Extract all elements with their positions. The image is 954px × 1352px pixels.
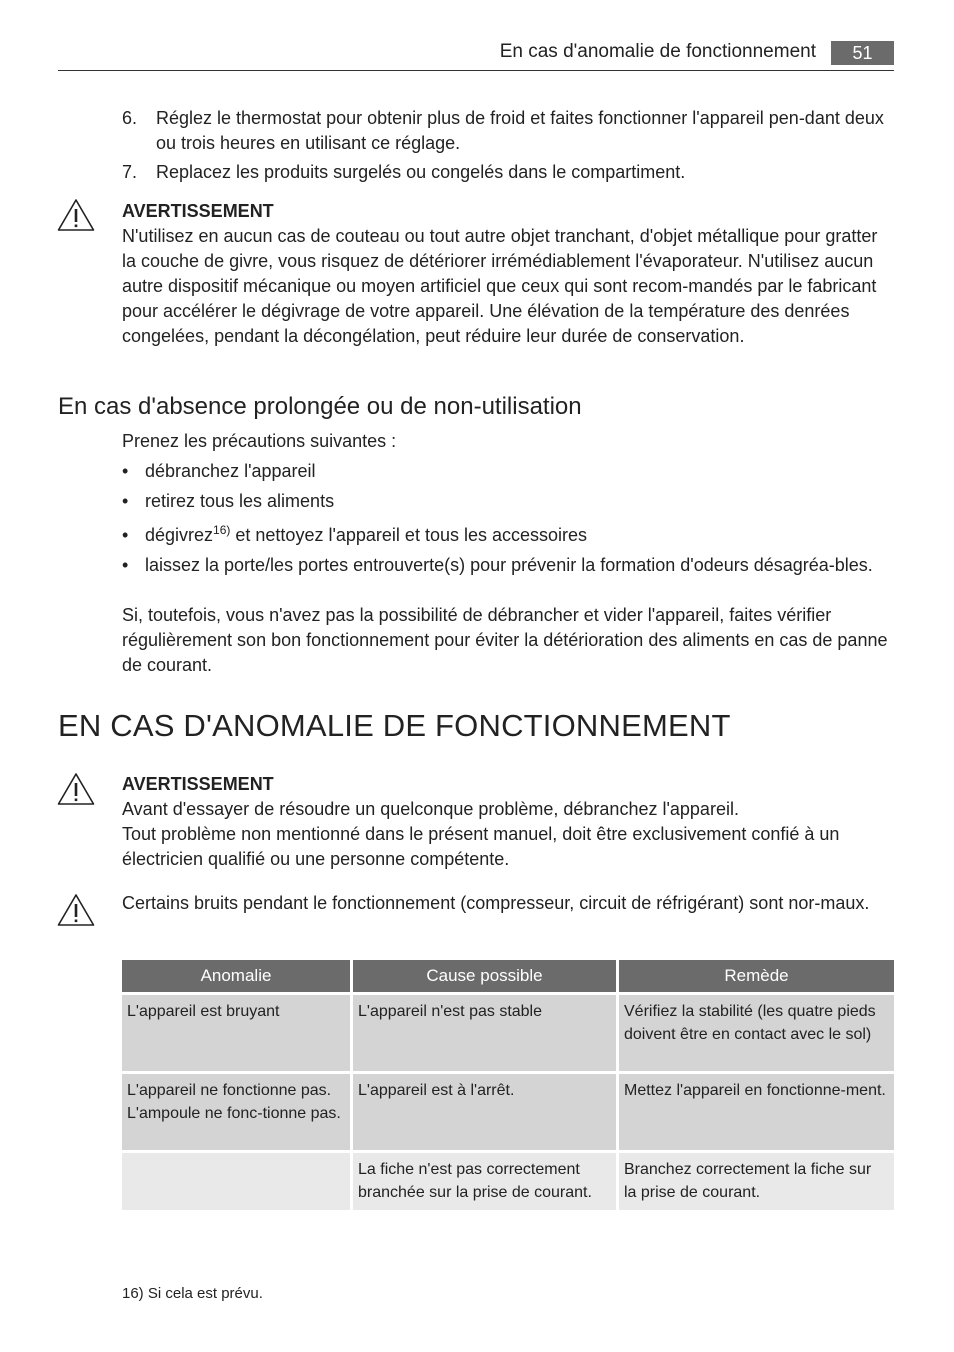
- bullet-icon: •: [122, 525, 129, 545]
- list-item: [122, 489, 894, 514]
- step-6: [122, 106, 894, 156]
- cell-cause: L'appareil n'est pas stable: [353, 995, 619, 1074]
- warning-text-line2: Tout problème non mentionné dans le présent manuel, doit être exclusivement confié à un électricien qualifié ou une personne compétente.: [122, 824, 840, 869]
- header-divider: [58, 70, 894, 71]
- table-row: [122, 1074, 894, 1153]
- list-item-text: laissez la porte/les portes entrouverte(s) pour prévenir la formation d'odeurs désagréa-bles.: [145, 555, 873, 575]
- column-header-cause: Cause possible: [353, 960, 619, 995]
- cell-remede: Branchez correctement la fiche sur la prise de courant.: [619, 1153, 894, 1213]
- bullet-icon: •: [122, 555, 129, 575]
- warning-triangle-icon: [57, 198, 95, 232]
- table-row: [122, 1153, 894, 1213]
- cell-remede: Mettez l'appareil en fonctionne-ment.: [619, 1074, 894, 1153]
- running-header: En cas d'anomalie de fonctionnement: [499, 41, 816, 62]
- column-header-remede: Remède: [619, 960, 894, 995]
- step-number: 7.: [122, 162, 138, 182]
- column-header-anomalie: Anomalie: [122, 960, 353, 995]
- chapter-heading: EN CAS D'ANOMALIE DE FONCTIONNEMENT: [58, 708, 731, 743]
- list-item: [122, 523, 894, 548]
- bullet-icon: •: [122, 461, 129, 481]
- step-number: 6.: [122, 108, 138, 128]
- footnote-reference: 16): [213, 523, 231, 537]
- troubleshooting-table: [122, 960, 894, 1213]
- list-item-text: retirez tous les aliments: [145, 491, 335, 511]
- cell-anomalie: L'appareil est bruyant: [122, 995, 353, 1074]
- table-header-row: [122, 960, 894, 995]
- warning-block-1: [122, 199, 894, 349]
- cell-anomalie: [122, 1153, 353, 1213]
- caution-text: Certains bruits pendant le fonctionnement (compresseur, circuit de réfrigérant) sont nor-maux.: [122, 893, 870, 913]
- list-item-text: débranchez l'appareil: [145, 461, 316, 481]
- footnote: 16) Si cela est prévu.: [122, 1285, 263, 1302]
- list-item-text-part: dégivrez: [145, 525, 214, 545]
- step-text: Réglez le thermostat pour obtenir plus de froid et faites fonctionner l'appareil pen-dant deux ou trois heures en utilisant ce réglage.: [156, 108, 884, 153]
- warning-title: AVERTISSEMENT: [122, 201, 274, 221]
- warning-text-line1: Avant d'essayer de résoudre un quelconque problème, débranchez l'appareil.: [122, 799, 739, 819]
- cell-cause: L'appareil est à l'arrêt.: [353, 1074, 619, 1153]
- cell-anomalie: L'appareil ne fonctionne pas. L'ampoule ne fonc-tionne pas.: [122, 1074, 353, 1153]
- absence-intro: Prenez les précautions suivantes :: [122, 431, 397, 451]
- warning-title: AVERTISSEMENT: [122, 774, 274, 794]
- list-item: [122, 553, 894, 578]
- cell-remede: Vérifiez la stabilité (les quatre pieds doivent être en contact avec le sol): [619, 995, 894, 1074]
- warning-triangle-icon: [57, 772, 95, 806]
- page-number: 51: [831, 41, 894, 65]
- list-item-text-part: et nettoyez l'appareil et tous les accessoires: [230, 525, 588, 545]
- step-text: Replacez les produits surgelés ou congelés dans le compartiment.: [156, 162, 686, 182]
- bullet-icon: •: [122, 491, 129, 511]
- caution-triangle-icon: [57, 893, 95, 927]
- warning-text: N'utilisez en aucun cas de couteau ou tout autre objet tranchant, d'objet métallique pour gratter la couche de givre, vous risquez de détériorer irrémédiablement l'évaporateur. N'utilisez aucun autre dispositif mécanique ou moyen artificiel que ceux qui sont recom-mandés par le fabricant pour accélérer le dégivrage de votre appareil. Une élévation de la température des denrées congelées, pendant la décongélation, peut réduire leur durée de conservation.: [122, 226, 878, 346]
- list-item-text: [145, 523, 894, 548]
- list-item: [122, 459, 894, 484]
- section-heading-absence: En cas d'absence prolongée ou de non-utilisation: [58, 393, 582, 420]
- absence-outro: Si, toutefois, vous n'avez pas la possibilité de débrancher et vider l'appareil, faites vérifier régulièrement son bon fonctionnement pour éviter la détérioration des aliments en cas de panne de courant.: [122, 605, 888, 675]
- warning-block-2: [122, 772, 894, 872]
- cell-cause: La fiche n'est pas correctement branchée sur la prise de courant.: [353, 1153, 619, 1213]
- table-row: [122, 995, 894, 1074]
- step-7: [122, 160, 894, 185]
